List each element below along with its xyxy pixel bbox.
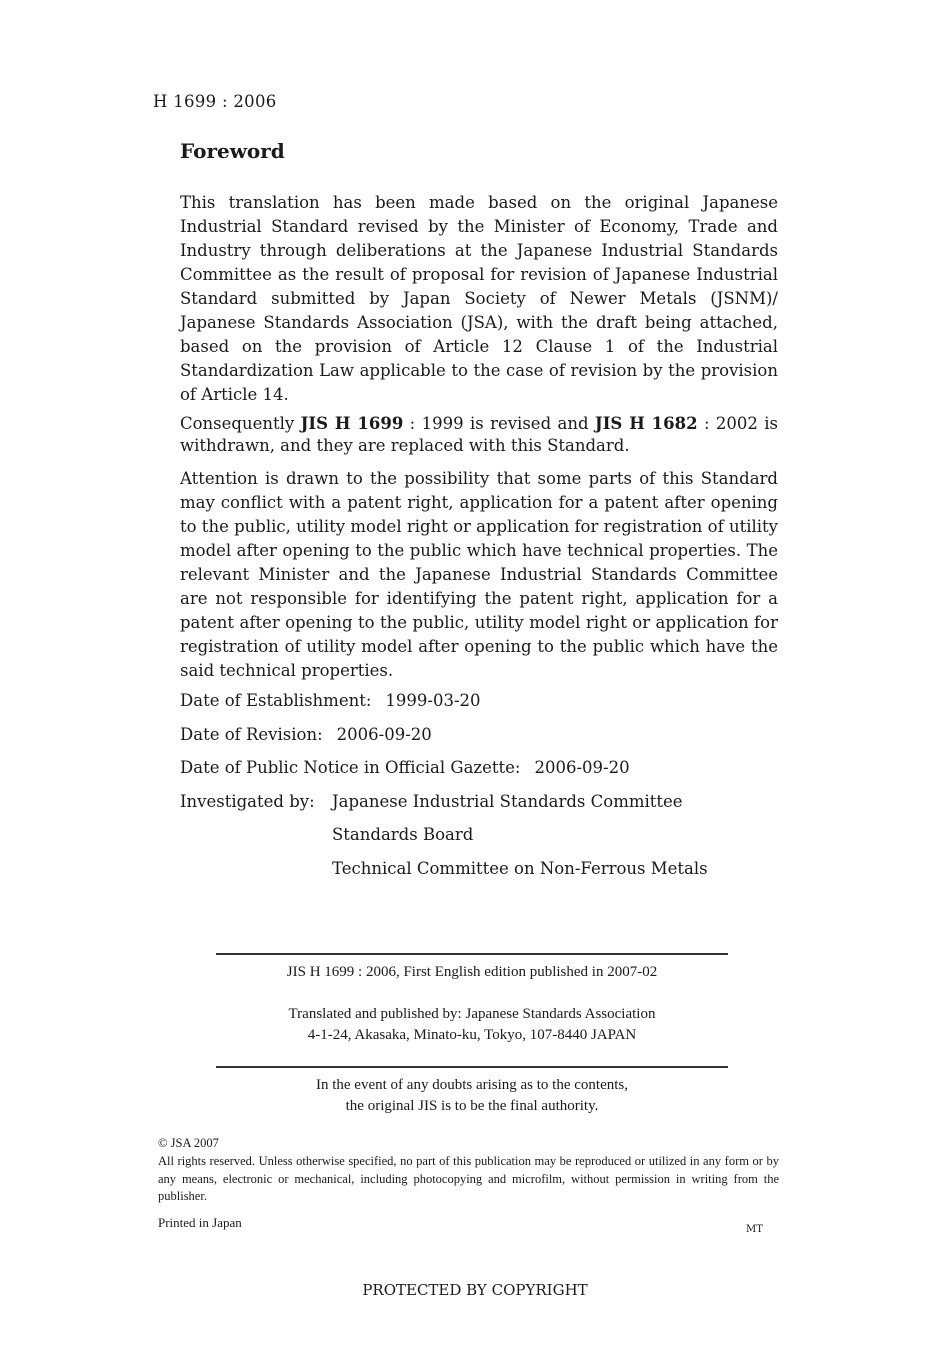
date-label: Date of Public Notice in Official Gazette: [180,758,521,777]
address-line: 4-1-24, Akasaka, Minato-ku, Tokyo, 107-8440 JAPAN [307,1027,637,1043]
date-label: Date of Revision: [180,724,323,744]
paragraph-text [180,413,778,457]
publisher-line: Translated and published by: Japanese Standards Association [288,1006,656,1022]
standard-reference: JIS H 1699 [300,414,404,433]
public-notice-date [180,758,708,792]
foreword-paragraph-1 [180,191,778,407]
investigated-label: Investigated by: [180,791,315,811]
page-title: Foreword [180,139,285,163]
dates-block [180,691,708,892]
paragraph-text: This translation has been made based on the original Japanese Industrial Standard revised by the Minister of Economy, Trade and Industry through deliberations at the Japanese Industrial Standards Committee as the result of proposal for revision of Japanese Industrial Standard submitted by Japan Society of Newer Metals (JSNM)/ Japanese Standards Association (JSA), with the draft being attached, based on the provision of Article 12 Clause 1 of the Industrial Standardization Law applicable to the case of revision by the provision of Article 14. [180,193,778,404]
investigated-line: Technical Committee on Non-Ferrous Metals [332,858,708,878]
date-value: 1999-03-20 [385,691,481,710]
investigated-line: Japanese Industrial Standards Committee [332,791,683,811]
document-code: H 1699 : 2006 [153,92,277,111]
footer-protected: PROTECTED BY COPYRIGHT [362,1281,588,1299]
authority-note: the original JIS is to be the final authority. [345,1098,599,1114]
date-label: Date of Establishment: [180,691,372,710]
copyright-notice: All rights reserved. Unless otherwise specified, no part of this publication may be reproduced or utilized in any form or by any means, electronic or mechanical, including photocopying and microfilm, without permission in writing from the publisher. [158,1154,779,1203]
foreword-paragraph-2 [180,413,778,457]
date-value: 2006-09-20 [534,758,630,777]
mt-mark: MT [746,1224,763,1235]
investigated-line: Standards Board [332,825,474,844]
divider [216,1066,728,1068]
divider [216,953,728,955]
foreword-paragraph-3 [180,467,778,683]
establishment-date [180,691,708,725]
edition-line: JIS H 1699 : 2006, First English edition published in 2007-02 [286,964,658,980]
printed-in: Printed in Japan [158,1215,242,1230]
standard-reference: JIS H 1682 [594,414,698,433]
investigated-by [180,792,708,892]
text-run: : 1999 is revised and [403,414,595,433]
revision-date [180,725,708,759]
copyright-symbol-line: © JSA 2007 [158,1136,219,1150]
paragraph-text: Attention is drawn to the possibility that some parts of this Standard may conflict with a patent right, application for a patent after opening to the public, utility model right or application for registration of utility model after opening to the public which have technical properties. The relevant Minister and the Japanese Industrial Standards Committee are not responsible for identifying the patent right, application for a patent after opening to the public, utility model right or application for registration of utility model after opening to the public which have the said technical properties. [180,469,778,680]
authority-note: In the event of any doubts arising as to the contents, [315,1077,628,1093]
text-run: Consequently [180,414,301,433]
text-run: : 2002 is withdrawn, and they are replaced with this Standard. [180,414,779,455]
date-value: 2006-09-20 [336,724,432,744]
